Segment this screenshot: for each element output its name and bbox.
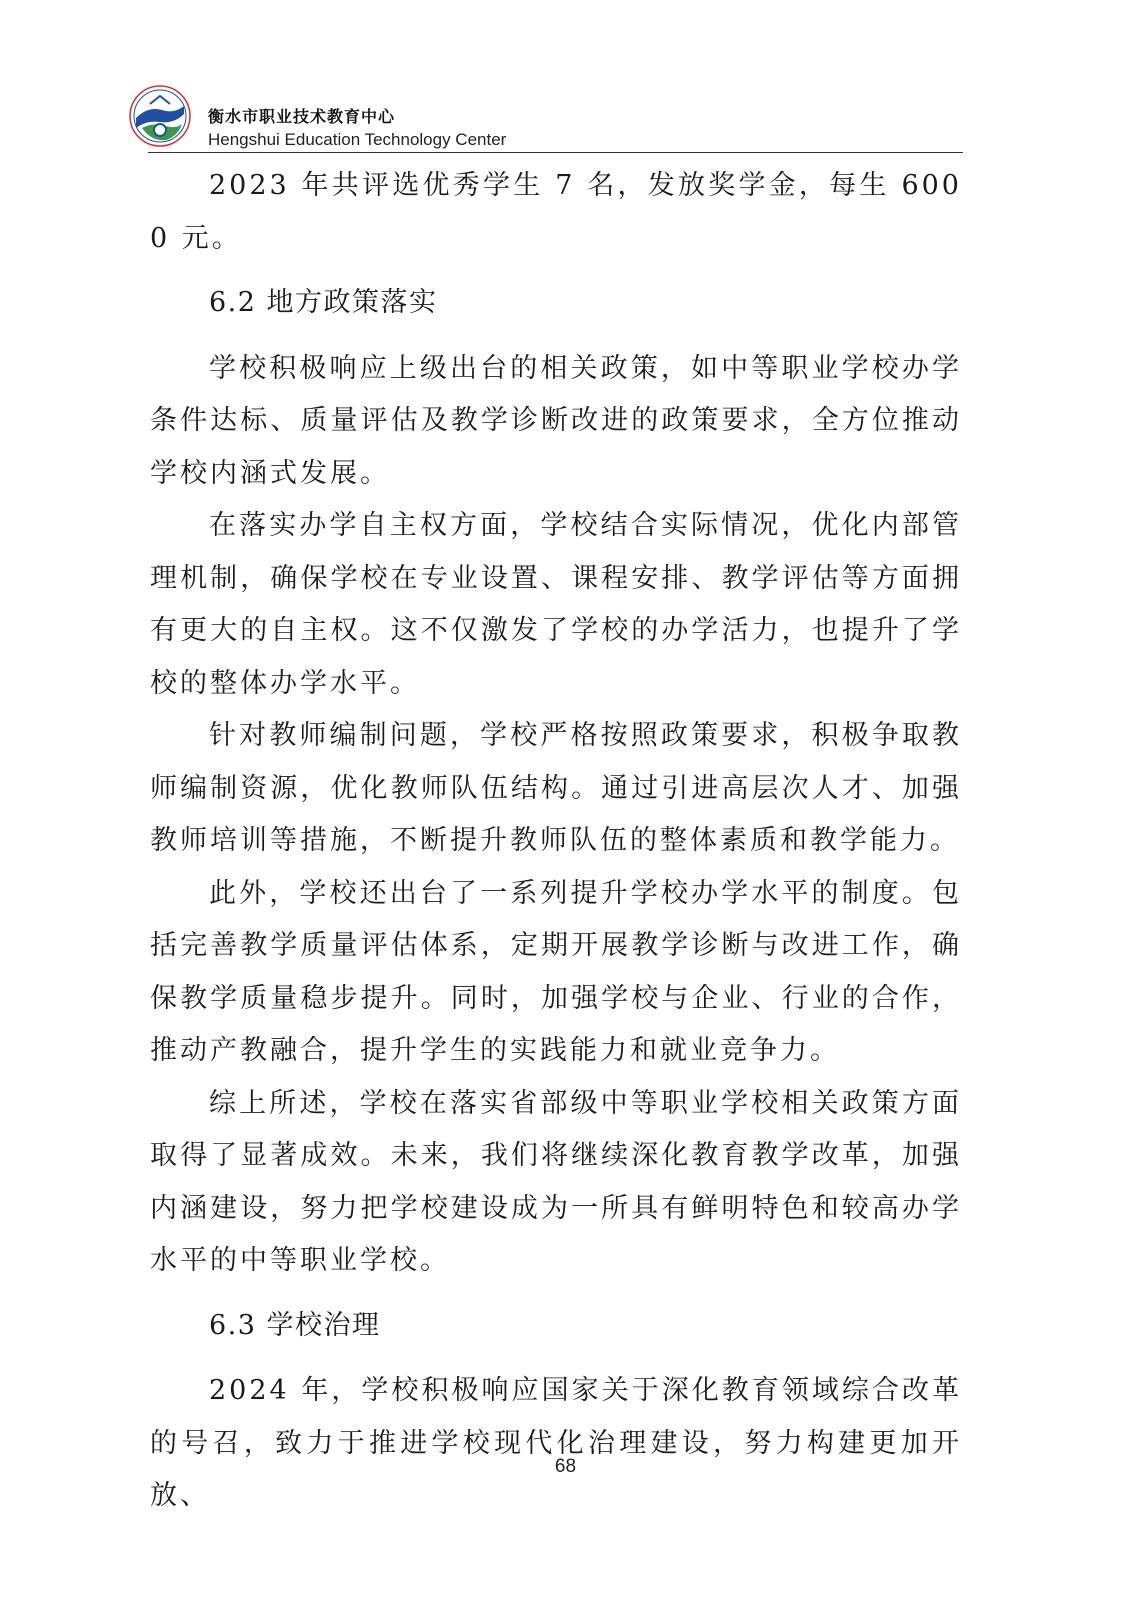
paragraph-scholarship: 2023 年共评选优秀学生 7 名，发放奖学金，每生 6000 元。 <box>150 170 962 254</box>
section-heading-6-2: 6.2 地方政策落实 <box>209 287 438 318</box>
paragraph: 综上所述，学校在落实省部级中等职业学校相关政策方面取得了显著成效。未来，我们将继续深化教育教学改革，加强内涵建设，努力把学校建设成为一所具有鲜明特色和较高办学水平的中等职业学校。 <box>150 1087 962 1276</box>
school-emblem-icon <box>128 84 192 148</box>
paragraph: 此外，学校还出台了一系列提升学校办学水平的制度。包括完善教学质量评估体系，定期开展教学诊断与改进工作，确保教学质量稳步提升。同时，加强学校与企业、行业的合作，推动产教融合，提升学生的实践能力和就业竞争力。 <box>150 877 962 1066</box>
paragraph: 2024 年，学校积极响应国家关于深化教育领域综合改革的号召，致力于推进学校现代化治理建设，努力构建更加开放、 <box>150 1375 962 1511</box>
page-header <box>128 82 963 154</box>
paragraph: 在落实办学自主权方面，学校结合实际情况，优化内部管理机制，确保学校在专业设置、课程安排、教学评估等方面拥有更大的自主权。这不仅激发了学校的办学活力，也提升了学校的整体办学水平。 <box>150 510 962 699</box>
paragraph: 学校积极响应上级出台的相关政策，如中等职业学校办学条件达标、质量评估及教学诊断改进的政策要求，全方位推动学校内涵式发展。 <box>150 352 962 489</box>
section-heading-6-3: 6.3 学校治理 <box>209 1309 381 1341</box>
page-content <box>150 160 962 1523</box>
org-name-cn: 衡水市职业技术教育中心 <box>208 107 396 126</box>
page-number: 68 <box>554 1456 577 1477</box>
paragraph: 针对教师编制问题，学校严格按照政策要求，积极争取教师编制资源，优化教师队伍结构。通过引进高层次人才、加强教师培训等措施，不断提升教师队伍的整体素质和教学能力。 <box>150 720 962 856</box>
header-divider <box>148 152 963 153</box>
org-name-en: Hengshui Education Technology Center <box>208 130 507 149</box>
